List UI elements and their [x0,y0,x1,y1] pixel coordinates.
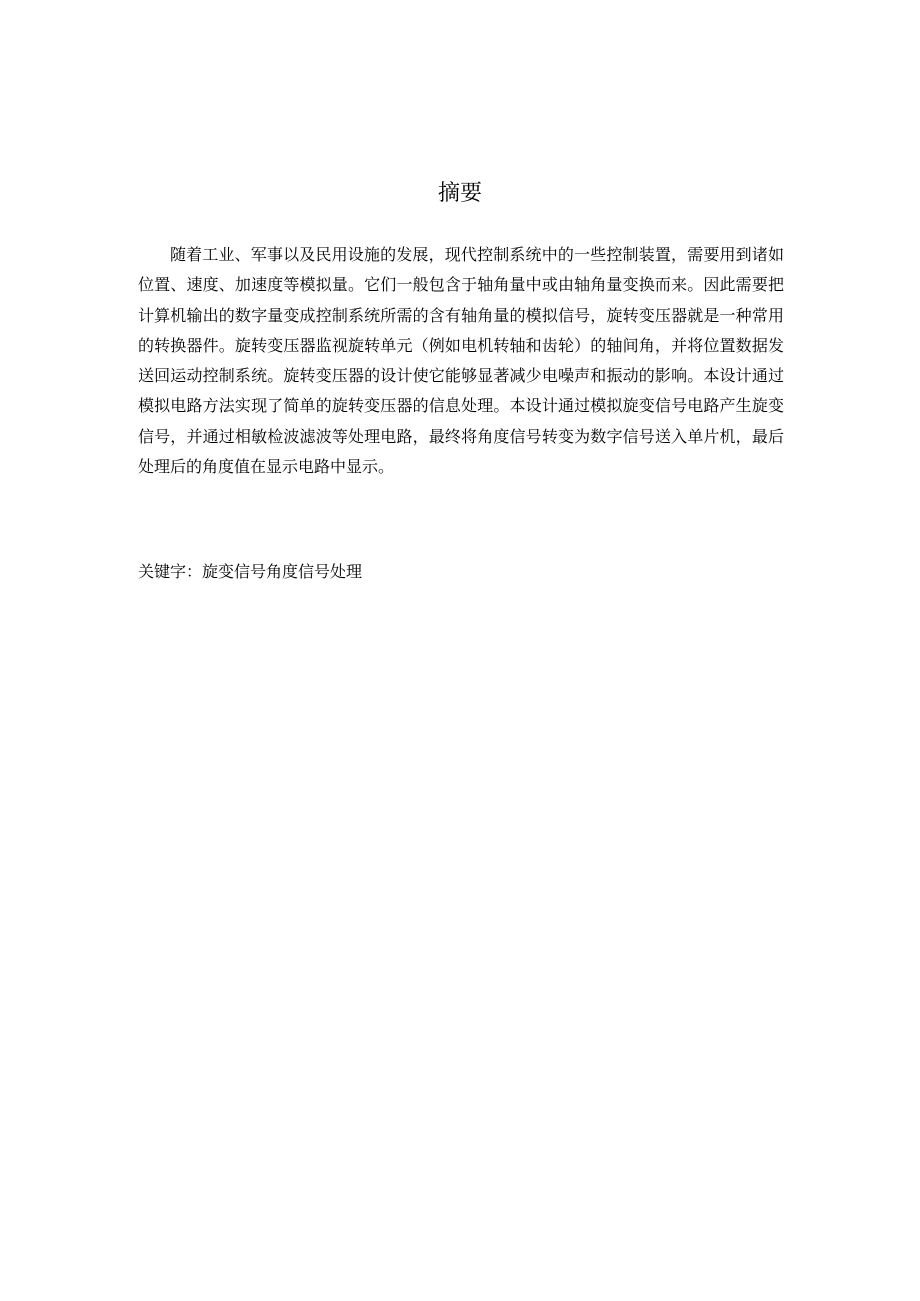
abstract-paragraph: 随着工业、军事以及民用设施的发展，现代控制系统中的一些控制装置，需要用到诸如位置、速度、加速度等模拟量。它们一般包含于轴角量中或由轴角量变换而来。因此需要把计算机输出的数字量变成控制系统所需的含有轴角量的模拟信号，旋转变压器就是一种常用的转换器件。旋转变压器监视旋转单元（例如电机转轴和齿轮）的轴间角，并将位置数据发送回运动控制系统。旋转变压器的设计使它能够显著减少电噪声和振动的影响。本设计通过模拟电路方法实现了简单的旋转变压器的信息处理。本设计通过模拟旋变信号电路产生旋变信号，并通过相敏检波滤波等处理电路，最终将角度信号转变为数字信号送入单片机，最后处理后的角度值在显示电路中显示。 [138,245,784,477]
abstract-title: 摘要 [437,181,482,206]
keywords-label: 关键字： [138,562,203,581]
keywords-value: 旋变信号角度信号处理 [202,562,363,581]
keywords-line [138,557,784,587]
